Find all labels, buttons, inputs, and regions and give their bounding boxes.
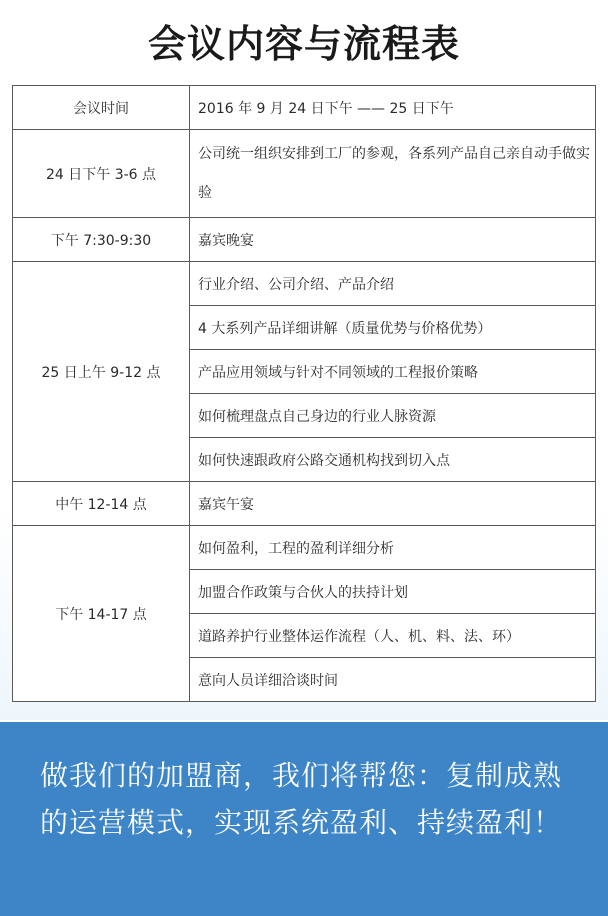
table-row <box>13 526 596 570</box>
footer-slogan: 做我们的加盟商，我们将帮您：复制成熟的运营模式，实现系统盈利、持续盈利！ <box>40 759 563 839</box>
session-item: 加盟合作政策与合伙人的扶持计划 <box>190 570 596 614</box>
session-time: 中午 12-14 点 <box>13 482 190 526</box>
session-item: 如何盈利，工程的盈利详细分析 <box>190 526 596 570</box>
session-item: 行业介绍、公司介绍、产品介绍 <box>190 262 596 306</box>
table-row <box>13 218 596 262</box>
session-time: 下午 7:30-9:30 <box>13 218 190 262</box>
meeting-time-label: 会议时间 <box>13 86 190 130</box>
page-title: 会议内容与流程表 <box>147 22 460 66</box>
session-item: 道路养护行业整体运作流程（人、机、料、法、环） <box>190 614 596 658</box>
table-row <box>13 482 596 526</box>
session-item: 嘉宾晚宴 <box>190 218 596 262</box>
session-time: 25 日上午 9-12 点 <box>13 262 190 482</box>
meeting-time-value: 2016 年 9 月 24 日下午 —— 25 日下午 <box>190 86 596 130</box>
table-row <box>13 130 596 218</box>
footer-banner <box>0 722 608 916</box>
session-time: 24 日下午 3-6 点 <box>13 130 190 218</box>
table-row <box>13 262 596 306</box>
schedule-table <box>12 85 596 702</box>
session-item: 嘉宾午宴 <box>190 482 596 526</box>
session-item: 意向人员详细洽谈时间 <box>190 658 596 702</box>
table-header-row <box>13 86 596 130</box>
session-item: 4 大系列产品详细讲解（质量优势与价格优势） <box>190 306 596 350</box>
session-item: 如何梳理盘点自己身边的行业人脉资源 <box>190 394 596 438</box>
session-item: 产品应用领域与针对不同领域的工程报价策略 <box>190 350 596 394</box>
session-item: 公司统一组织安排到工厂的参观，各系列产品自己亲自动手做实验 <box>190 130 596 218</box>
session-time: 下午 14-17 点 <box>13 526 190 702</box>
session-item: 如何快速跟政府公路交通机构找到切入点 <box>190 438 596 482</box>
